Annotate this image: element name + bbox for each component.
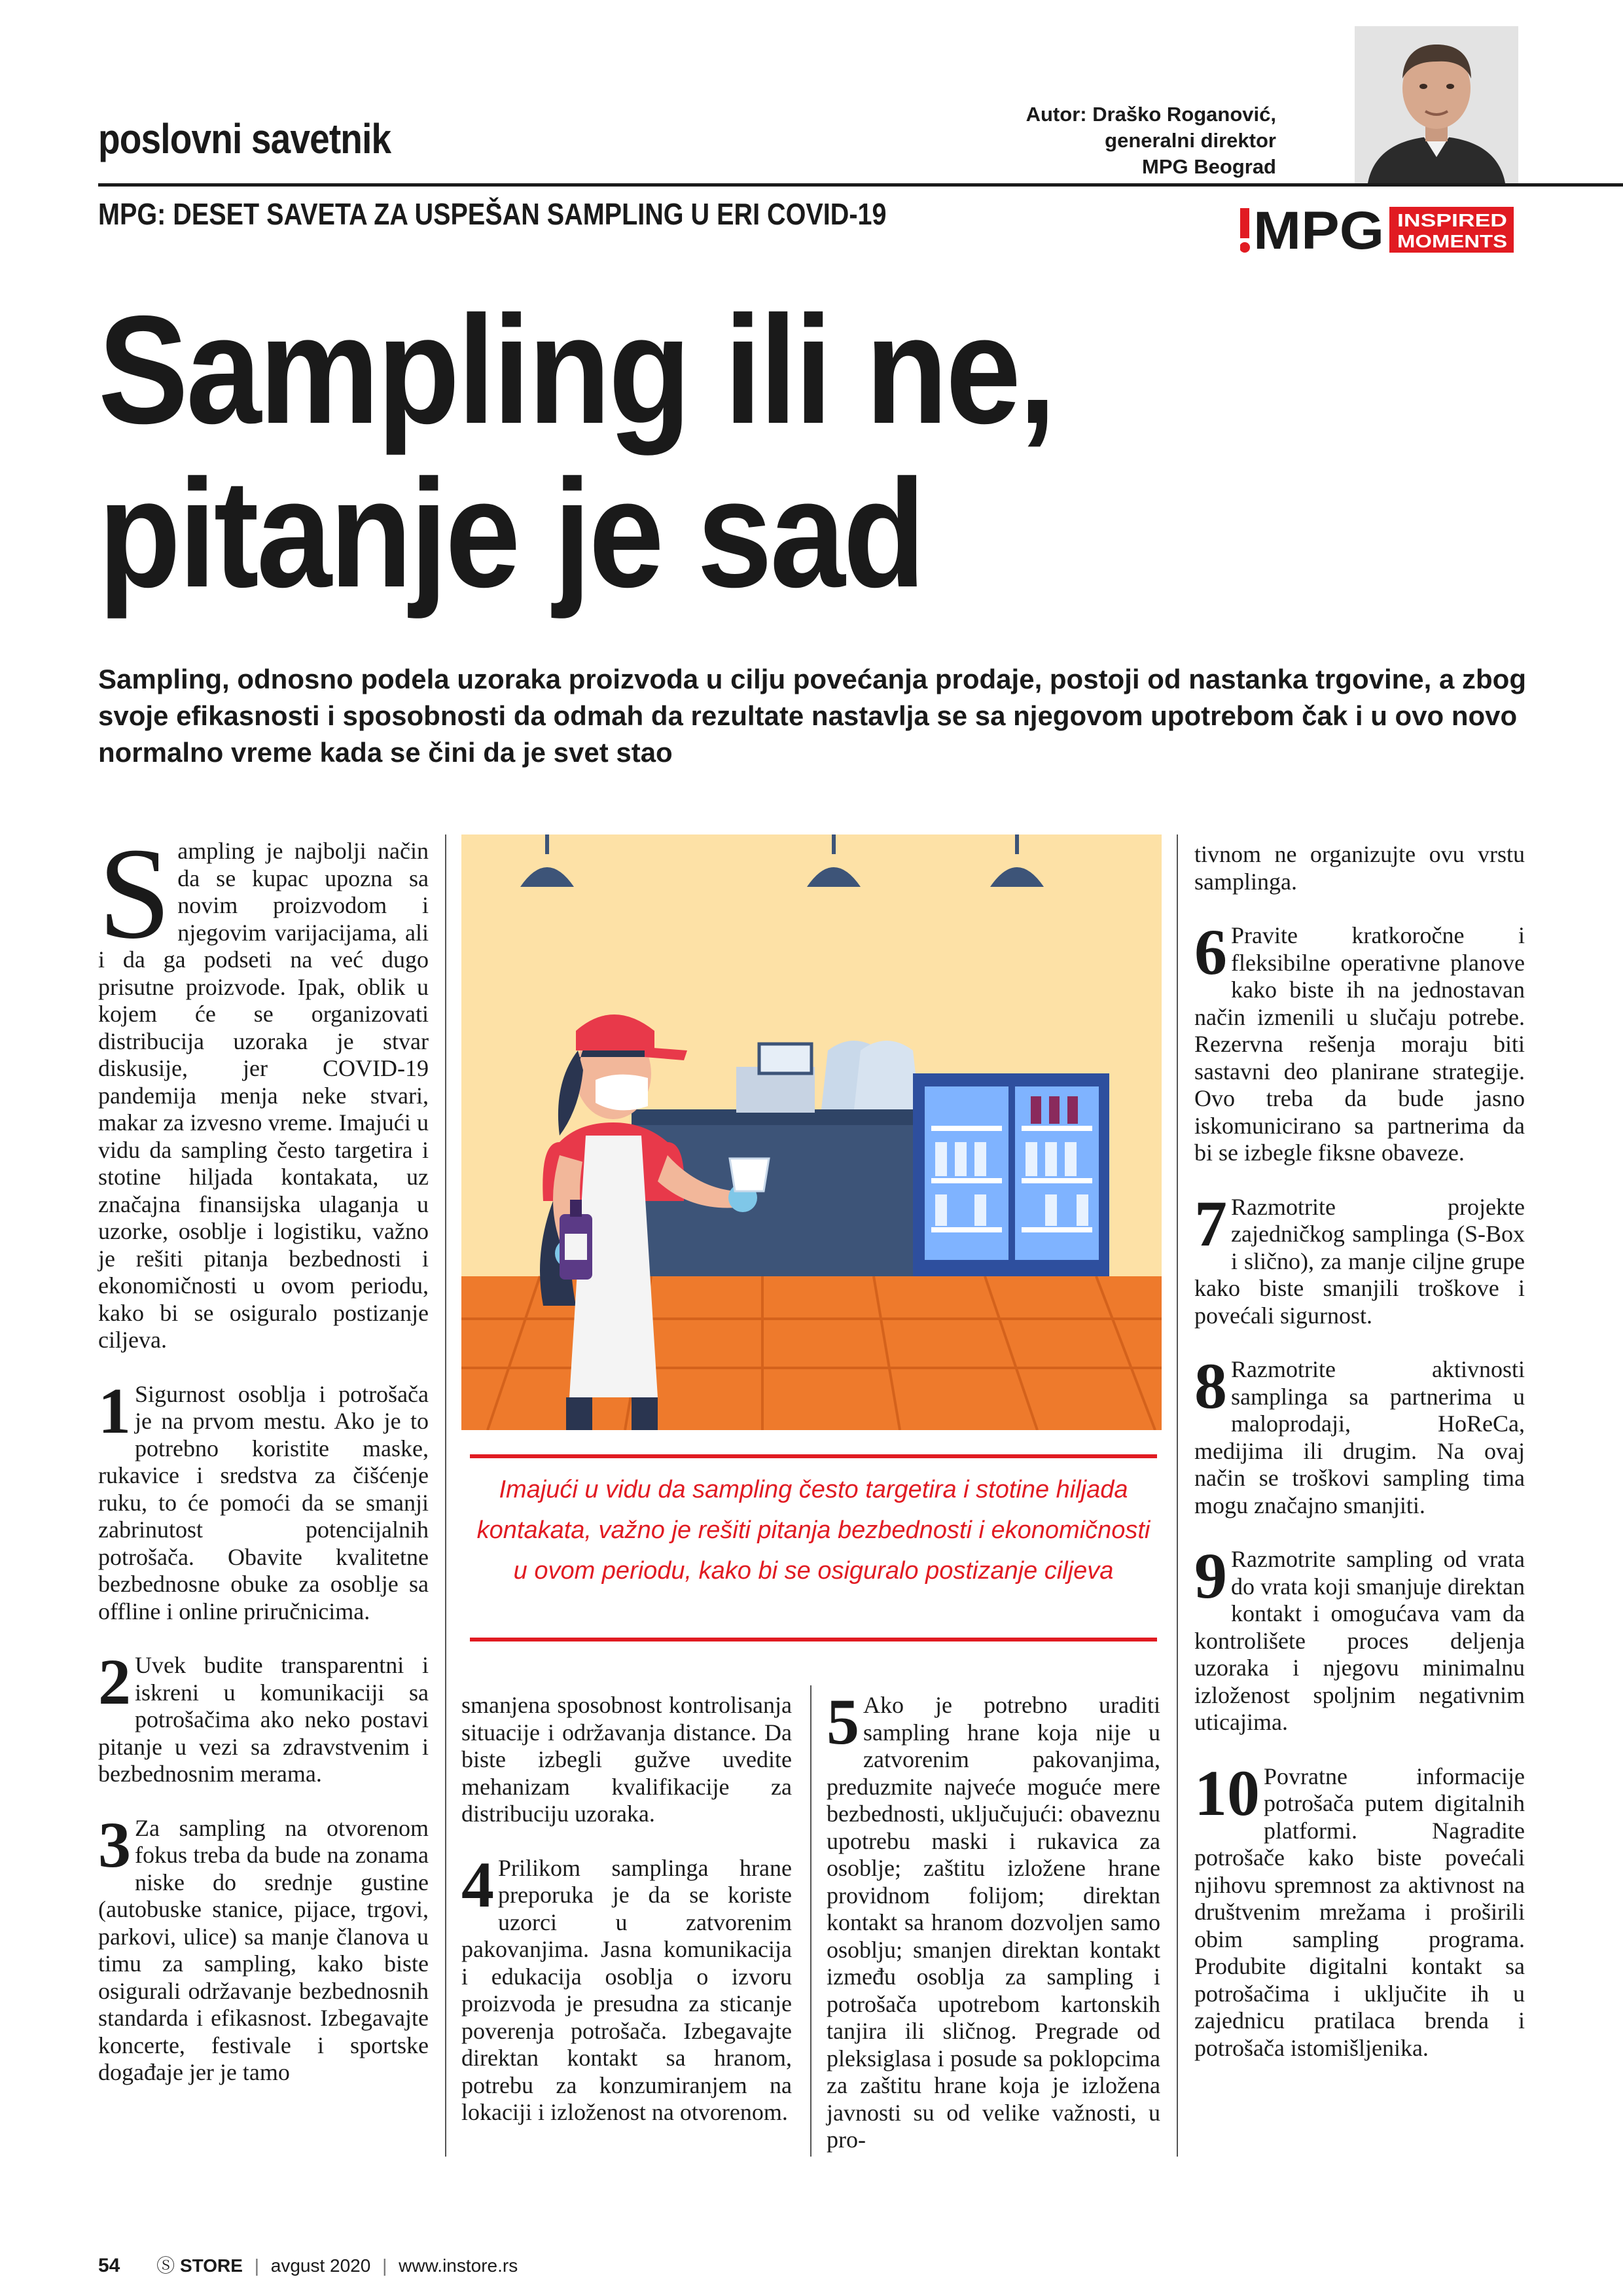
pull-quote-rule-top — [470, 1454, 1157, 1458]
header-rule — [98, 183, 1623, 187]
tip-8 — [1194, 1350, 1525, 1519]
tip-number: 4 — [461, 1848, 494, 1921]
tip-number: 1 — [98, 1374, 131, 1447]
tip-4 — [461, 1848, 792, 2126]
tip-text: Pravite kratkoročne i fleksibilne operativne planove kako biste ih na jednostavan način izmenili u slučaju potrebe. Rezervna rešenja moraju biti sastavni deo planirane strategije. Ovo treba da bude jasno iskomunicirano sa partnerima da bi se izbegle fiksne obaveze. — [1194, 922, 1525, 1166]
tip-number: 3 — [98, 1808, 131, 1881]
pull-quote: Imajući u vidu da sampling često targetira i stotine hiljada kontakata, važno je rešiti pitanja bezbednosti i ekonomičnosti u ovom periodu, kako bi se osiguralo postizanje ciljeva — [476, 1476, 1150, 1585]
footer-separator: | — [254, 2255, 259, 2276]
tip-number: 8 — [1194, 1350, 1227, 1422]
tip-number: 6 — [1194, 916, 1227, 988]
column-divider — [810, 1685, 812, 2157]
kicker: MPG: DESET SAVETA ZA USPEŠAN SAMPLING U ERI COVID-19 — [98, 197, 887, 231]
issue-date: avgust 2020 — [270, 2255, 371, 2276]
website-link[interactable]: www.instore.rs — [399, 2255, 518, 2276]
tip-number: 10 — [1194, 1756, 1260, 1829]
tip-9 — [1194, 1539, 1525, 1736]
tip-text: Razmotrite sampling od vrata do vrata koji smanjuje direktan kontakt i omogućava vam da kontrolišete proces deljenja uzoraka i njegovu minimalnu izloženost spoljnim negativnim uticajima. — [1194, 1546, 1525, 1735]
svg-text:MPG: MPG — [1253, 203, 1384, 255]
tip-number: 2 — [98, 1645, 131, 1718]
tip-2 — [98, 1645, 429, 1788]
tip-3 — [98, 1808, 429, 2087]
title-line-2: pitanje je sad — [98, 447, 923, 619]
title-line-1: Sampling ili ne, — [98, 283, 1054, 456]
tip-text: Uvek budite transparentni i iskreni u komunikaciji sa potrošačima ako neko postavi pitanje u vezi sa zdravstvenim i bezbednosnim merama. — [98, 1652, 429, 1787]
column-divider — [1177, 834, 1178, 2157]
author-role: generalni direktor — [1105, 129, 1276, 152]
tip-text: Za sampling na otvorenom fokus treba da bude na zonama niske do srednje gustine (autobuske stanice, pijace, trgovi, parkovi, ulice) sa manje članova u timu za sampling, kako biste osigurali održavanje bezbednosnih standarda i efikasnost. Izbegavajte koncerte, festivale i sportske događaje jer je tamo — [98, 1814, 429, 2085]
tip-number: 5 — [827, 1685, 859, 1758]
tip-7 — [1194, 1187, 1525, 1330]
intro-text: ampling je najbolji način da se kupac upozna sa novim proizvodom i njegovim varijacijama, ali i da ga podseti na već dugo prisutne proizvode. Ipak, oblik u kojem će se organizovati distribucija uzoraka je stvar diskusije, jer COVID-19 pandemija menja neke stvari, makar za izvesno vreme. Imajući u vidu da sampling često targetira i stotine hiljada kontakata, uz značajna finansijska ulaganja u uzorke, osoblje i logistiku, važno je rešiti pitanja bezbednosti i ekonomičnosti u ovom periodu, kako bi se osiguralo postizanje ciljeva. — [98, 838, 429, 1353]
tip-1 — [98, 1374, 429, 1626]
pull-quote-rule-bottom — [470, 1638, 1157, 1641]
tip-6 — [1194, 916, 1525, 1167]
magazine-name: STORE — [179, 2255, 243, 2276]
tip-text: Povratne informacije potrošača putem digitalnih platformi. Nagradite potrošače kako biste povećali njihovu spremnost za aktivnost na društvenim mrežama i proširili obim sampling programa. Produbite digitalni kontakt sa potrošačima i uključite ih u zajednicu pratilaca brenda i potrošača istomišljenika. — [1194, 1763, 1525, 2061]
tip-text: Prilikom samplinga hrane preporuka je da se koriste uzorci u zatvorenim pakovanjima. Jasna komunikacija i edukacija osoblja o izvoru proizvoda je presudna za sticanje poverenja potrošača. Izbegavajte direktan kontakt sa hranom, potrebu za konzumiranjem na lokaciji i izloženost na otvorenom. — [461, 1854, 792, 2125]
article-lead: Sampling, odnosno podela uzoraka proizvoda u cilju povećanja prodaje, postoji od nastanka trgovine, a zbog svoje efikasnosti i sposobnosti da odmah da rezultate nastavlja se sa njegovom upotrebom čak i u ovo novo normalno vreme kada se čini da je svet stao — [98, 664, 1526, 768]
brand-tag2: MOMENTS — [1397, 231, 1507, 251]
column-4 — [1194, 841, 1525, 2089]
tip-text: Razmotrite projekte zajedničkog samplinga (S-Box i slično), za manje ciljne grupe kako biste smanjili troškove i povećali sigurnost. — [1194, 1193, 1525, 1329]
tip-text: Razmotrite aktivnosti samplinga sa partnerima u maloprodaji, HoReCa, medijima ili drugim. Na ovaj način se troškovi sampling tima mogu značajno smanjiti. — [1194, 1356, 1525, 1518]
tip-10 — [1194, 1756, 1525, 2062]
tip-number: 7 — [1194, 1187, 1227, 1260]
column-2 — [461, 1692, 792, 2153]
author-portrait-icon — [1355, 26, 1518, 183]
author-name: Autor: Draško Roganović, — [1026, 103, 1276, 126]
tip-text: Sigurnost osoblja i potrošača je na prvom mestu. Ako je to potrebno koristite maske, rukavice i sredstva za čišćenje ruku, to će pomoći da se smanji zabrinutost potencijalnih potrošača. Obavite kvalitetne bezbednosne obuke za osoblje sa offline i online priručnicima. — [98, 1380, 429, 1624]
author-credit — [1026, 101, 1276, 180]
column-divider — [445, 834, 446, 2157]
intro-paragraph — [98, 821, 429, 1354]
author-company: MPG Beograd — [1142, 155, 1276, 178]
tip-5 — [827, 1685, 1160, 2154]
tip-3-continued: smanjena sposobnost kontrolisanja situacije i održavanja distance. Da biste izbegli gužve uvedite mehanizam kvalifikacije za distribuciju uzoraka. — [461, 1692, 792, 1827]
magazine-logo-icon: Ⓢ — [156, 2255, 175, 2276]
article-title — [98, 283, 1054, 619]
mpg-logo-icon — [1240, 203, 1515, 255]
author-photo — [1355, 26, 1518, 183]
tip-number: 9 — [1194, 1539, 1227, 1612]
tip-5-continued: tivnom ne organizujte ovu vrstu samplinga. — [1194, 841, 1525, 895]
footer-separator: | — [382, 2255, 387, 2276]
column-3 — [827, 1685, 1160, 2181]
drop-cap: S — [98, 821, 171, 966]
brand-tag1: INSPIRED — [1397, 210, 1507, 230]
sampling-illustration-icon — [461, 834, 1162, 1430]
page-footer — [98, 2251, 518, 2278]
page-number: 54 — [98, 2255, 120, 2276]
column-1 — [98, 821, 429, 2113]
section-label: poslovni savetnik — [98, 115, 391, 162]
tip-text: Ako je potrebno uraditi sampling hrane koja nije u zatvorenim pakovanjima, preduzmite najveće moguće mere bezbednosti, uključujući: obaveznu upotrebu maski i rukavica za osoblje; zaštitu izložene hrane providnom folijom; direktan kontakt sa hranom dozvoljen samo osoblju; smanjen direktan kontakt između osoblja za sampling i potrošača upotrebom kartonskih tanjira ili sličnog. Pregrade od pleksiglasa i posude sa poklopcima za zaštitu hrane koja je izložena javnosti su od velike važnosti, u pro- — [827, 1692, 1160, 2153]
